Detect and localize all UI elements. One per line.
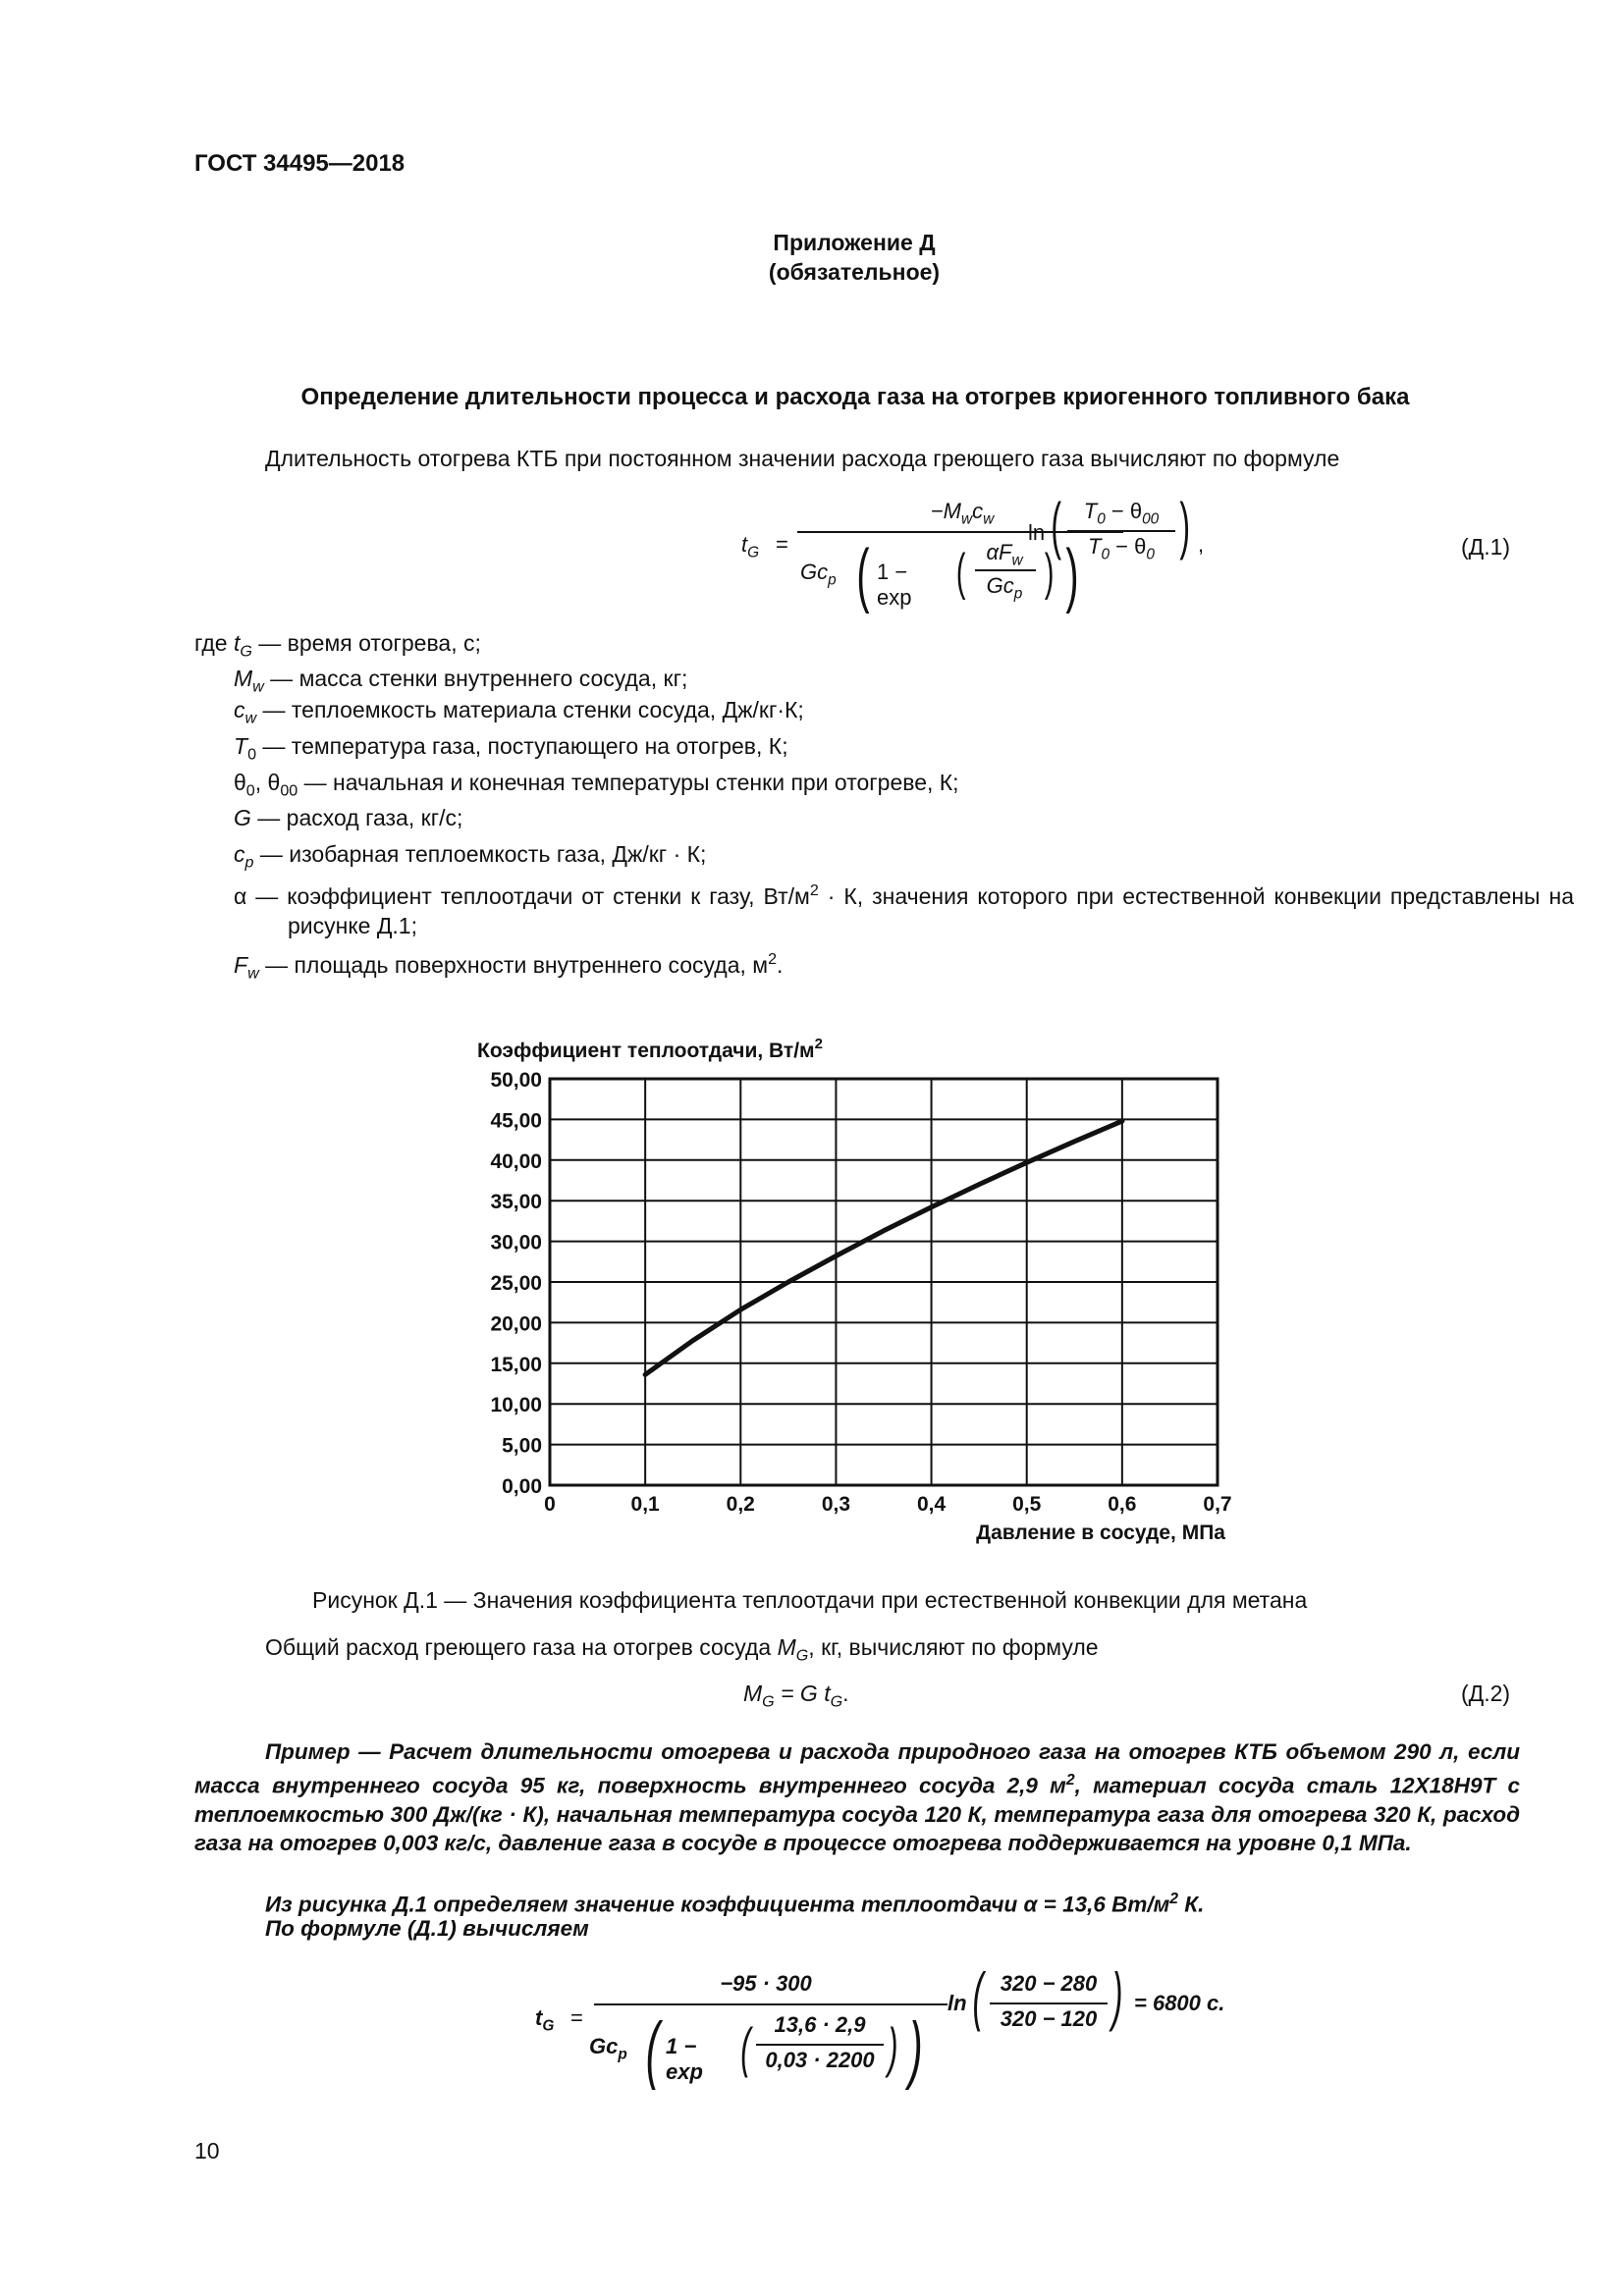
chart-ytick-label: 35,00: [490, 1191, 542, 1214]
chart-ytick-label: 10,00: [490, 1394, 542, 1417]
formula-d1-paren-open-big: (: [856, 536, 870, 614]
formula-d1-comma: ,: [1198, 532, 1205, 557]
formula-d1-inner-num: $\alpha F_w$: [986, 540, 1023, 569]
example-paragraph: Пример — Расчет длительности отогрева и расхода природного газа на отогрев КТБ объемом 290 л, если масса внутреннего сосуда 95 кг, поверхность внутреннего сосуда 2,9 $м^2$, материал сосуда сталь 12Х18Н9Т с теплоемкостью 300 Дж/(кг · К), начальная температура сосуда 120 К, температура газа для отогрева 320 К, расход газа на отогрев 0,003 кг/с, давление газа в сосуде в процессе отогрева поддерживается на уровне 0,1 МПа.: [194, 1739, 1520, 1855]
example-alpha-line: Из рисунка Д.1 определяем значение коэффициента теплоотдачи α = 13,6 $Вт/м^2$ К.: [265, 1891, 1205, 1917]
formula-d1-eq: =: [776, 532, 788, 557]
formula-d1-ln-paren-open: (: [1051, 490, 1061, 561]
formula-d1-paren-open-small: (: [955, 544, 966, 601]
para-total-gas: Общий расход греющего газа на отогрев сосуда $M_G$, кг, вычисляют по формуле: [265, 1634, 1099, 1665]
chart-ytick-label: 50,00: [490, 1069, 542, 1092]
chart-y-axis-title: Коэффициент теплоотдачи, $Вт/м^2$: [477, 1036, 823, 1062]
chart-xtick-label: 0: [544, 1493, 556, 1516]
formula-ex-numerator: −95 · 300: [720, 1971, 812, 1996]
def-cw: $c_w$ — теплоемкость материала стенки сосуда, Дж/кг·К;: [234, 697, 804, 727]
def-T0: $T_0$ — температура газа, поступающего на отогрев, К;: [234, 733, 788, 764]
chart-ytick-label: 45,00: [490, 1109, 542, 1133]
formula-ex-main-fraction-line: [594, 2003, 947, 2005]
formula-ex-den-gc: $Gc_p$: [589, 2034, 627, 2063]
def-cp: $c_p$ — изобарная теплоемкость газа, Дж/кг · К;: [234, 841, 707, 872]
chart-svg: [461, 1016, 1247, 1546]
figure-caption: Рисунок Д.1 — Значения коэффициента теплоотдачи при естественной конвекции для метана: [312, 1587, 1308, 1613]
chart-y-axis-title-sup: 2: [814, 1036, 823, 1052]
formula-d1-inner-den: $Gc_p$: [986, 573, 1023, 603]
formula-d1-paren-close-small: ): [1044, 544, 1055, 601]
section-title: Определение длительности процесса и расхода газа на отогрев криогенного топливного бака: [300, 384, 1410, 410]
example-calc-line: По формуле (Д.1) вычисляем: [265, 1916, 589, 1941]
chart-ytick-label: 30,00: [490, 1231, 542, 1255]
formula-ex-inner-fraction-line: [756, 2044, 884, 2046]
formula-ex-den-exp: 1 − exp: [666, 2034, 703, 2084]
formula-d2: $M_G = G$ $t_G$.: [743, 1681, 849, 1711]
formula-ex-lhs: $t_G$: [535, 2005, 555, 2035]
formula-ex-ln-num: 320 − 280: [1000, 1971, 1098, 1996]
chart-ytick-label: 0,00: [502, 1475, 542, 1498]
formula-d1-paren-close-big: ): [1065, 536, 1079, 614]
page-number: 10: [194, 2138, 220, 2163]
formula-ex-inner-num: 13,6 · 2,9: [774, 2012, 866, 2037]
def-G: G — расход газа, кг/с;: [234, 805, 463, 830]
formula-ex-ln-fraction-line: [990, 2002, 1108, 2004]
formula-ex-inner-den: 0,03 · 2200: [765, 2048, 875, 2072]
formula-d1-den-exp: 1 − exp: [877, 560, 912, 610]
formula-ex-result: = 6800 с.: [1134, 1991, 1225, 2015]
chart-ytick-label: 20,00: [490, 1312, 542, 1336]
chart-ytick-label: 25,00: [490, 1272, 542, 1295]
formula-ex-paren-open-big: (: [645, 2007, 660, 2091]
appendix-status: (обязательное): [768, 259, 941, 285]
formula-d1-label: (Д.1): [1461, 534, 1511, 560]
formula-d1-den-gc: $Gc_p$: [800, 560, 837, 589]
chart-xtick-label: 0,1: [630, 1493, 660, 1516]
formula-ex-ln-paren-open: (: [972, 1959, 984, 2032]
chart-x-axis-title: Давление в сосуде, МПа: [976, 1522, 1225, 1544]
formula-d1-lhs: $t_G$: [741, 532, 760, 561]
formula-ex-ln-paren-close: ): [1111, 1959, 1123, 2032]
formula-ex-ln-den: 320 − 120: [1000, 2006, 1098, 2031]
def-theta: $\theta_0$, $\theta_{00}$ — начальная и конечная температуры стенки при отогреве, К;: [234, 770, 959, 800]
def-tG: где $t_G$ — время отогрева, с;: [194, 630, 481, 661]
chart-xtick-label: 0,4: [916, 1493, 947, 1516]
formula-ex-eq: =: [570, 2005, 583, 2030]
def-Fw: $F_w$ — площадь поверхности внутреннего сосуда, $м^2$.: [234, 950, 784, 983]
chart-ytick-label: 5,00: [502, 1434, 542, 1458]
chart-xtick-label: 0,2: [726, 1493, 755, 1516]
figure-d1-chart: [461, 1016, 1247, 1546]
formula-ex-paren-close-big: ): [908, 2007, 923, 2091]
formula-d2-label: (Д.2): [1461, 1681, 1511, 1706]
formula-d1-ln-paren-close: ): [1179, 490, 1190, 561]
standard-header: ГОСТ 34495—2018: [194, 150, 406, 177]
formula-d1-inner-fraction-line: [975, 569, 1036, 571]
chart-ytick-label: 40,00: [490, 1149, 542, 1173]
formula-ex-ln: ln: [947, 1991, 967, 2015]
def-alpha: α — коэффициент теплоотдачи от стенки к газу, $Вт/м^2 \cdot К$, значения которого при естественной конвекции представлены на рисунке Д.1;: [234, 881, 1574, 938]
formula-ex-paren-close-small: ): [888, 2016, 898, 2078]
formula-d1-numerator: $-M_wc_w$: [930, 499, 995, 528]
chart-xtick-label: 0,6: [1108, 1493, 1137, 1516]
formula-d1-ln-fraction-line: [1067, 530, 1175, 532]
intro-paragraph: Длительность отогрева КТБ при постоянном значении расхода греющего газа вычисляют по формуле: [265, 446, 1340, 471]
def-Mw: $M_w$ — масса стенки внутреннего сосуда, кг;: [234, 666, 688, 696]
chart-xtick-label: 0,5: [1012, 1493, 1042, 1516]
chart-xtick-label: 0,3: [821, 1493, 851, 1516]
formula-d1-ln-den: $T_0 - \theta_0$: [1088, 534, 1155, 563]
chart-xtick-label: 0,7: [1203, 1493, 1232, 1516]
appendix-title: Приложение Д: [773, 230, 936, 255]
formula-d1-ln: ln: [1028, 520, 1046, 545]
formula-ex-paren-open-small: (: [740, 2016, 751, 2078]
chart-ytick-label: 15,00: [490, 1353, 542, 1376]
formula-d1-ln-num: $T_0 - \theta_{00}$: [1083, 499, 1160, 528]
